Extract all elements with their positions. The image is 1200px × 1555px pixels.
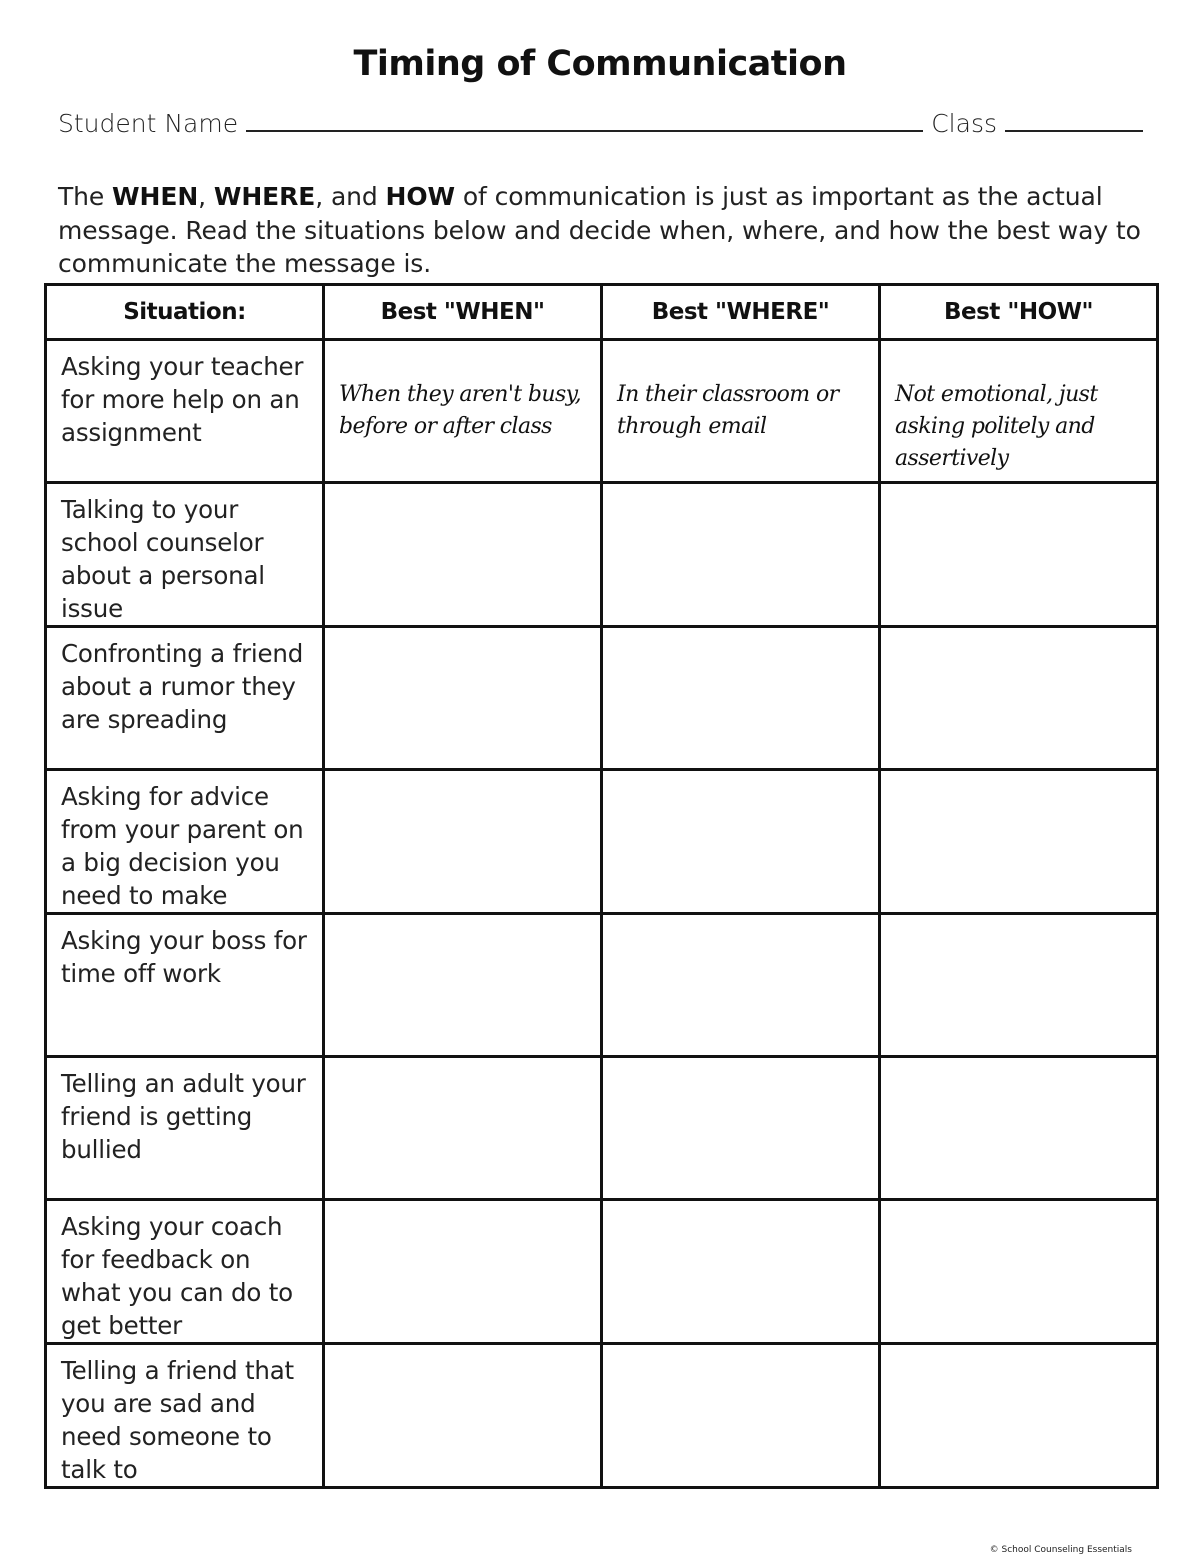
student-name-label: Student Name [58, 109, 239, 138]
where-answer[interactable] [603, 628, 878, 666]
table-row [46, 1344, 1158, 1488]
when-cell[interactable] [324, 1200, 602, 1344]
class-label: Class [931, 109, 997, 138]
where-cell[interactable] [602, 627, 880, 770]
situation-cell [46, 1344, 324, 1488]
where-answer[interactable] [603, 1345, 878, 1383]
where-answer[interactable] [603, 771, 878, 809]
table-row [46, 1200, 1158, 1344]
situation-cell [46, 914, 324, 1057]
when-cell[interactable] [324, 914, 602, 1057]
when-answer[interactable]: When they aren't busy, before or after class [339, 382, 581, 439]
how-cell[interactable] [880, 1344, 1158, 1488]
situation-text: Asking your teacher for more help on an assignment [61, 352, 304, 447]
how-answer[interactable] [881, 915, 1156, 953]
table-row [46, 340, 1158, 483]
situation-text: Asking your boss for time off work [61, 926, 307, 988]
where-cell[interactable] [602, 1200, 880, 1344]
situation-text: Talking to your school counselor about a personal issue [61, 495, 265, 623]
instructions [58, 180, 1148, 281]
header-best-how: Best "HOW" [880, 285, 1158, 340]
how-answer[interactable] [881, 771, 1156, 809]
where-answer[interactable] [603, 915, 878, 953]
intro-how: HOW [385, 182, 455, 211]
how-answer[interactable]: Not emotional, just asking politely and assertively [895, 382, 1098, 471]
where-cell[interactable] [602, 770, 880, 914]
intro-text: , [198, 182, 214, 211]
table-header-row [46, 285, 1158, 340]
how-answer[interactable] [881, 1201, 1156, 1239]
situation-text: Asking for advice from your parent on a big decision you need to make [61, 782, 304, 910]
when-cell[interactable] [324, 483, 602, 627]
how-answer[interactable] [881, 628, 1156, 666]
header-situation: Situation: [46, 285, 324, 340]
table-row [46, 483, 1158, 627]
when-answer[interactable] [325, 484, 600, 522]
how-cell[interactable] [880, 483, 1158, 627]
when-answer[interactable] [325, 771, 600, 809]
intro-text: of communication is just as important as the actual message. Read the situations below and decide when, where, and how the best way to communicate the message is. [58, 182, 1141, 278]
intro-text: The [58, 182, 113, 211]
when-answer[interactable] [325, 1345, 600, 1383]
student-info-line [58, 108, 1143, 144]
when-cell[interactable] [324, 340, 602, 483]
when-cell[interactable] [324, 1057, 602, 1200]
student-name-field[interactable] [246, 108, 923, 132]
header-best-where: Best "WHERE" [602, 285, 880, 340]
where-answer[interactable] [603, 1058, 878, 1096]
how-answer[interactable] [881, 484, 1156, 522]
situation-text: Telling a friend that you are sad and need someone to talk to [61, 1356, 294, 1484]
when-answer[interactable] [325, 915, 600, 953]
situation-cell [46, 1057, 324, 1200]
where-cell[interactable] [602, 340, 880, 483]
situation-cell [46, 627, 324, 770]
when-cell[interactable] [324, 627, 602, 770]
how-cell[interactable] [880, 914, 1158, 1057]
situation-cell [46, 770, 324, 914]
when-answer[interactable] [325, 628, 600, 666]
how-cell[interactable] [880, 770, 1158, 914]
situation-text: Confronting a friend about a rumor they are spreading [61, 639, 304, 734]
situation-cell [46, 340, 324, 483]
table-row [46, 1057, 1158, 1200]
where-answer[interactable]: In their classroom or through email [617, 382, 839, 439]
where-cell[interactable] [602, 483, 880, 627]
table-row [46, 770, 1158, 914]
when-cell[interactable] [324, 770, 602, 914]
how-cell[interactable] [880, 340, 1158, 483]
how-cell[interactable] [880, 627, 1158, 770]
situation-cell [46, 483, 324, 627]
intro-when: WHEN [112, 182, 199, 211]
when-answer[interactable] [325, 1201, 600, 1239]
when-cell[interactable] [324, 1344, 602, 1488]
class-field[interactable] [1005, 108, 1143, 132]
where-answer[interactable] [603, 484, 878, 522]
situation-text: Asking your coach for feedback on what you can do to get better [61, 1212, 293, 1340]
situation-cell [46, 1200, 324, 1344]
page-title: Timing of Communication [353, 44, 847, 84]
where-cell[interactable] [602, 1057, 880, 1200]
how-cell[interactable] [880, 1200, 1158, 1344]
table-row [46, 914, 1158, 1057]
how-answer[interactable] [881, 1345, 1156, 1383]
table-row [46, 627, 1158, 770]
where-answer[interactable] [603, 1201, 878, 1239]
copyright-footer: © School Counseling Essentials [989, 1545, 1132, 1555]
when-answer[interactable] [325, 1058, 600, 1096]
header-best-when: Best "WHEN" [324, 285, 602, 340]
how-cell[interactable] [880, 1057, 1158, 1200]
intro-text: , and [315, 182, 386, 211]
situation-text: Telling an adult your friend is getting bullied [61, 1069, 306, 1164]
communication-table [44, 283, 1159, 1489]
where-cell[interactable] [602, 1344, 880, 1488]
intro-where: WHERE [213, 182, 316, 211]
how-answer[interactable] [881, 1058, 1156, 1096]
where-cell[interactable] [602, 914, 880, 1057]
